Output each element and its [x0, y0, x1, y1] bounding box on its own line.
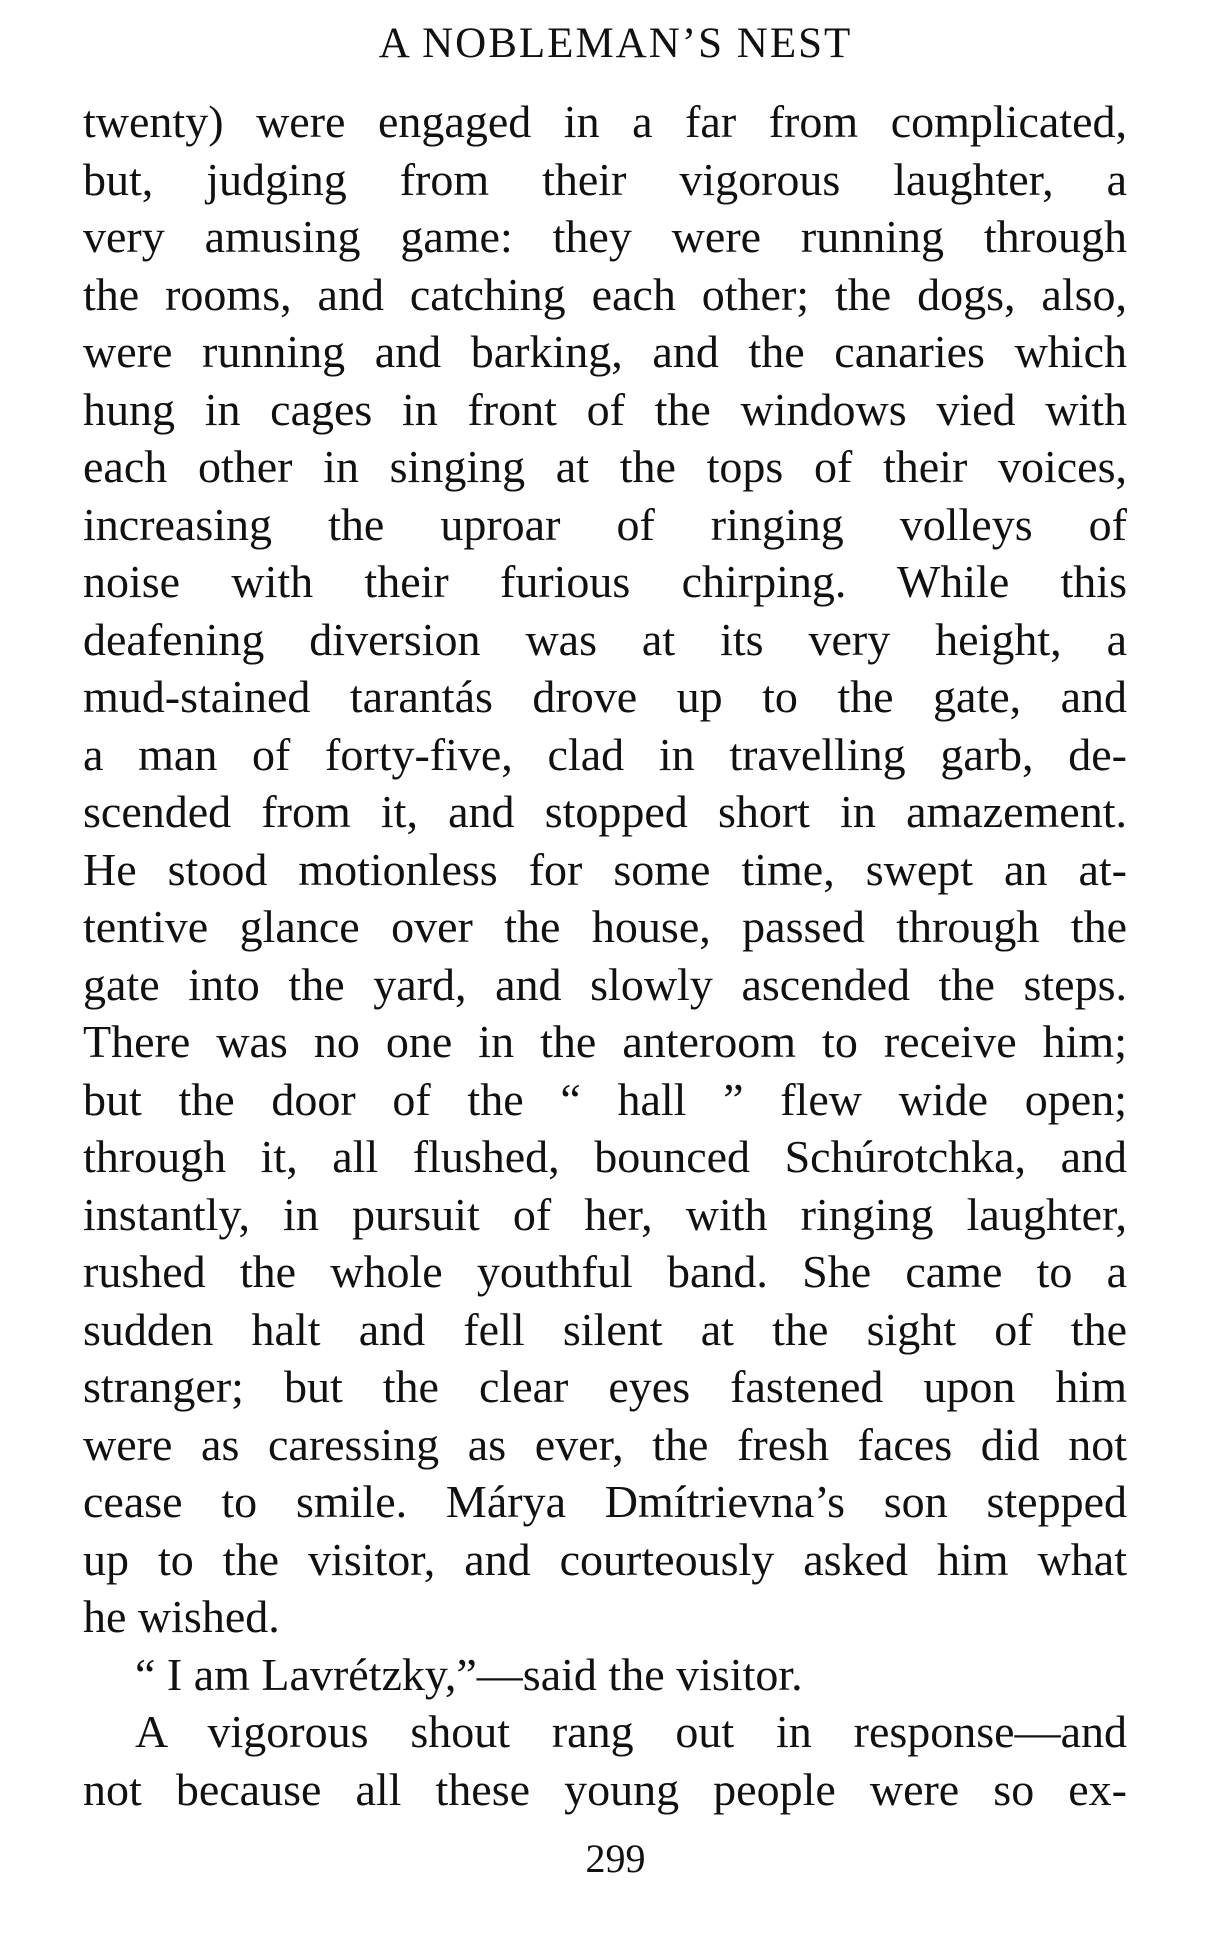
text-line: the rooms, and catching each other; the dogs, also,	[83, 268, 1127, 320]
page-number: 299	[585, 1836, 646, 1881]
text-line: deafening diversion was at its very height, a	[83, 613, 1127, 665]
text-line: mud-stained tarantás drove up to the gate, and	[83, 671, 1127, 722]
text-line: up to the visitor, and courteously asked him what	[83, 1533, 1127, 1585]
text-line: hung in cages in front of the windows vied with	[83, 383, 1127, 435]
text-line: twenty) were engaged in a far from complicated,	[83, 96, 1127, 147]
text-line: There was no one in the anteroom to receive him;	[83, 1016, 1127, 1067]
text-line: A vigorous shout rang out in response—and	[135, 1706, 1127, 1757]
text-line: sudden halt and fell silent at the sight of the	[83, 1303, 1127, 1355]
text-line: but the door of the “ hall ” flew wide open;	[83, 1073, 1127, 1125]
text-line: a man of forty-five, clad in travelling garb, de-	[83, 728, 1127, 780]
text-line: rushed the whole youthful band. She came to a	[83, 1246, 1127, 1297]
text-line: through it, all flushed, bounced Schúrotchka, and	[83, 1131, 1127, 1182]
text-line: not because all these young people were so ex-	[83, 1763, 1127, 1815]
text-line: cease to smile. Márya Dmítrievna’s son stepped	[83, 1476, 1127, 1527]
text-line: “ I am Lavrétzky,”—said the visitor.	[135, 1648, 803, 1700]
text-line: increasing the uproar of ringing volleys of	[83, 498, 1127, 550]
text-line: He stood motionless for some time, swept an at-	[83, 843, 1127, 895]
text-line: scended from it, and stopped short in amazement.	[83, 786, 1127, 837]
text-line: gate into the yard, and slowly ascended the steps.	[83, 958, 1127, 1010]
text-line: each other in singing at the tops of their voices,	[83, 441, 1127, 492]
body-text	[83, 93, 1127, 1818]
text-line: he wished.	[83, 1591, 280, 1642]
text-line: tentive glance over the house, passed through the	[83, 901, 1127, 952]
text-line: noise with their furious chirping. While this	[83, 556, 1127, 607]
text-line: were running and barking, and the canaries which	[83, 326, 1127, 377]
text-line: were as caressing as ever, the fresh faces did not	[83, 1418, 1127, 1470]
text-line: but, judging from their vigorous laughter, a	[83, 153, 1127, 205]
running-head: A NOBLEMAN’S NEST	[378, 20, 853, 67]
text-line: stranger; but the clear eyes fastened upon him	[83, 1361, 1127, 1412]
text-line: instantly, in pursuit of her, with ringing laughter,	[83, 1188, 1127, 1240]
text-line: very amusing game: they were running through	[83, 211, 1127, 262]
